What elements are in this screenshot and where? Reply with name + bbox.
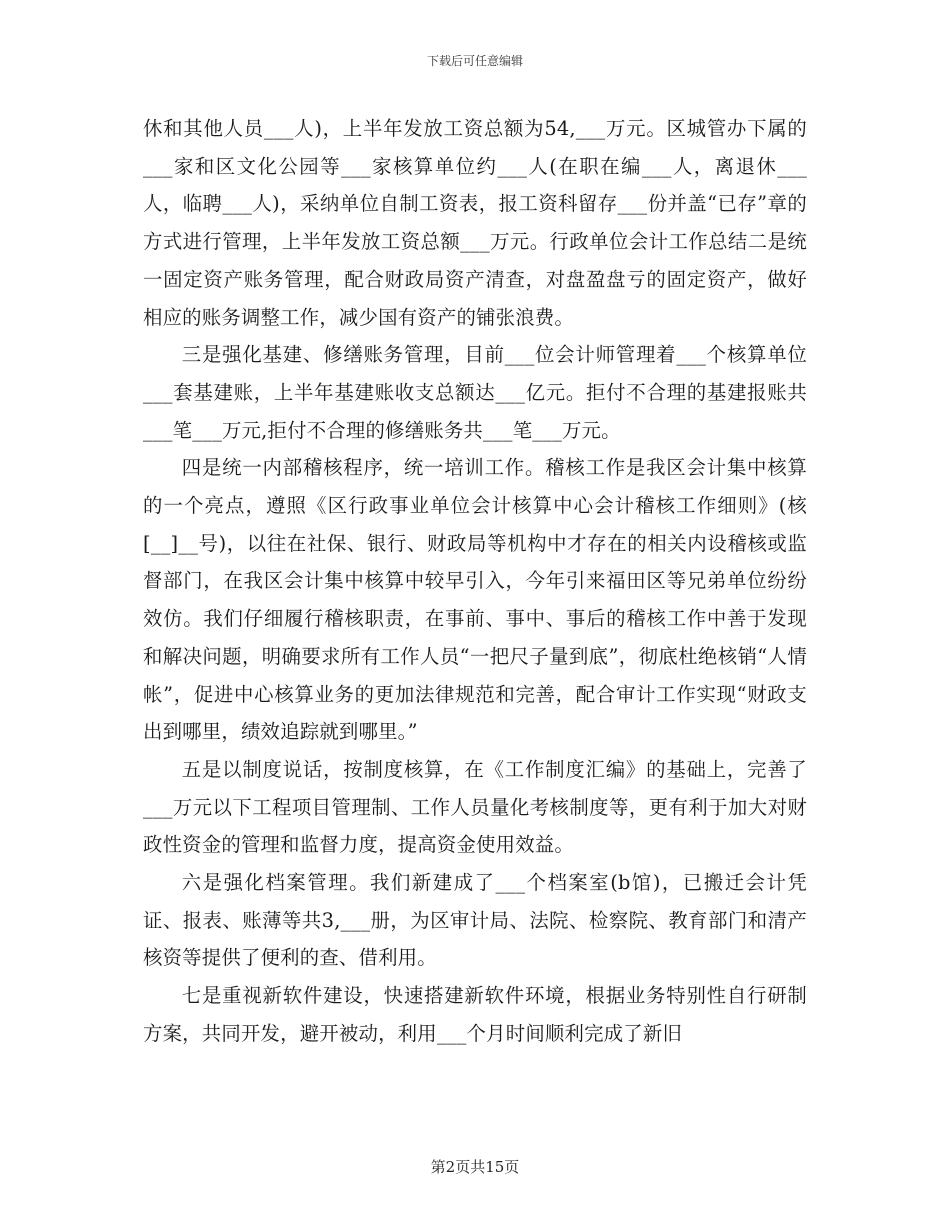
paragraph-6: 七是重视新软件建设，快速搭建新软件环境，根据业务特别性自行研制方案，共同开发，避开被动，利用___个月时间顺利完成了新旧 <box>143 984 807 1045</box>
paragraph-2: 三是强化基建、修缮账务管理，目前___位会计师管理着___个核算单位___套基建账，上半年基建账收支总额达___亿元。拒付不合理的基建报账共___笔___万元,拒付不合理的修缮账务共___笔___万元。 <box>143 343 807 442</box>
paragraph-3: 四是统一内部稽核程序，统一培训工作。稽核工作是我区会计集中核算的一个亮点，遵照《区行政事业单位会计核算中心会计稽核工作细则》(核[__]__号)，以往在社保、银行、财政局等机构中才存在的相关内设稽核或监督部门，在我区会计集中核算中较早引入，今年引来福田区等兄弟单位纷纷效仿。我们仔细履行稽核职责，在事前、事中、事后的稽核工作中善于发现和解决问题，明确要求所有工作人员“一把尺子量到底”，彻底杜绝核销“人情帐”，促进中心核算业务的更加法律规范和完善，配合审计工作实现“财政支出到哪里，绩效追踪就到哪里。” <box>143 456 807 744</box>
paragraph-5: 六是强化档案管理。我们新建成了___个档案室(b馆)，已搬迁会计凭证、报表、账薄等共3,___册，为区审计局、法院、检察院、教育部门和清产核资等提供了便利的查、借利用。 <box>143 871 807 970</box>
paragraph-4: 五是以制度说话，按制度核算，在《工作制度汇编》的基础上，完善了___万元以下工程项目管理制、工作人员量化考核制度等，更有利于加大对财政性资金的管理和监督力度，提高资金使用效益。 <box>143 757 807 857</box>
document-body <box>143 110 807 1053</box>
page-footer: 第2页共15页 <box>430 1158 520 1176</box>
paragraph-1: 休和其他人员___人)，上半年发放工资总额为54,___万元。区城管办下属的___家和区文化公园等___家核算单位约___人(在职在编___人，离退休___人，临聘___人)，采纳单位自制工资表，报工资科留存___份并盖“已存”章的方式进行管理，上半年发放工资总额___万元。行政单位会计工作总结二是统一固定资产账务管理，配合财政局资产清查，对盘盈盘亏的固定资产，做好相应的账务调整工作，减少国有资产的铺张浪费。 <box>143 117 807 329</box>
page-header: 下载后可任意编辑 <box>426 54 523 68</box>
